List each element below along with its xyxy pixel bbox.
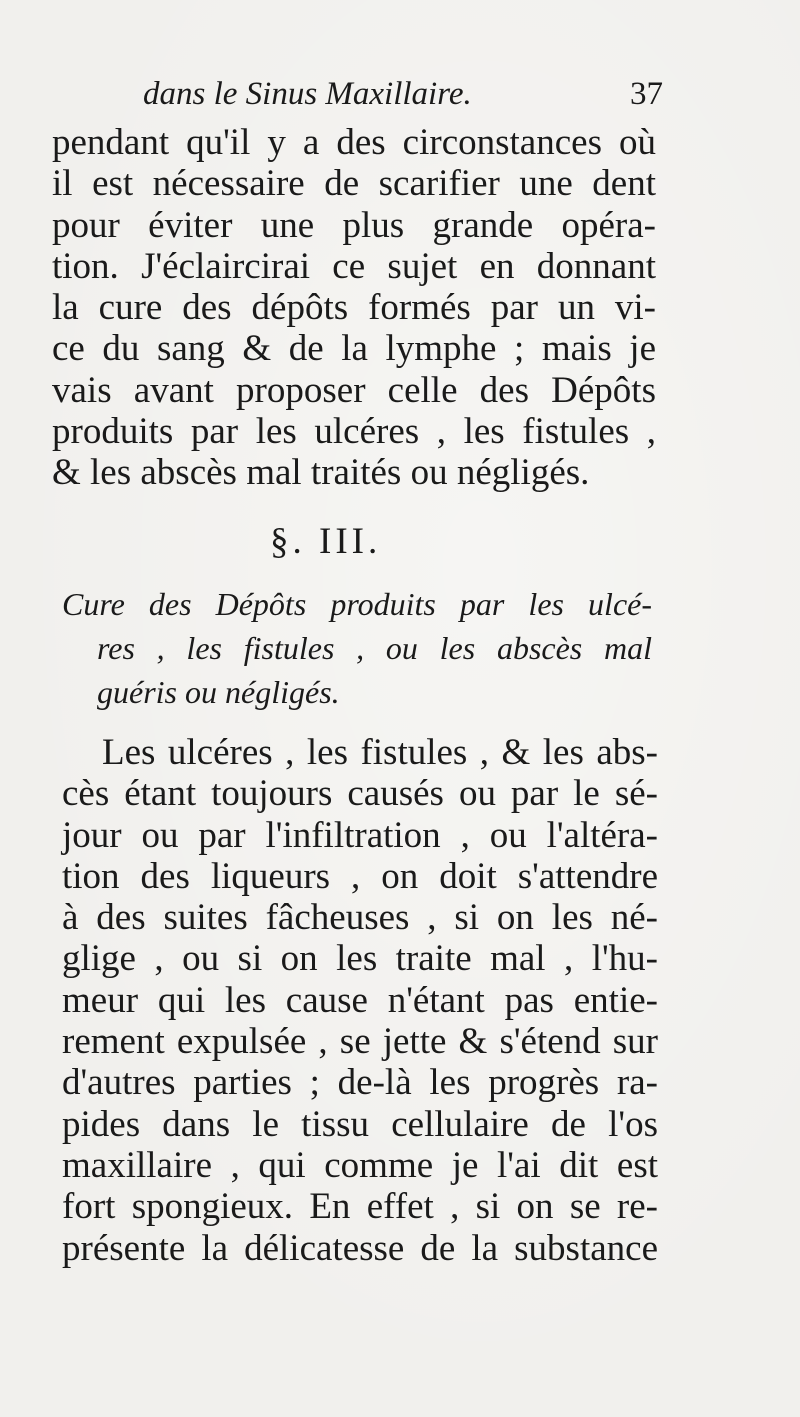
section-subtitle xyxy=(62,582,652,714)
section-heading: §. III. xyxy=(270,521,382,562)
text-line: vais avant proposer celle des Dépôts xyxy=(52,369,656,411)
page-header xyxy=(143,76,663,120)
text-line: maxillaire , qui comme je l'ai dit est xyxy=(62,1144,658,1186)
subtitle-line: res , les fistules , ou les abscès mal xyxy=(97,630,652,666)
text-line: il est nécessaire de scarifier une dent xyxy=(52,163,656,205)
text-line: produits par les ulcéres , les fistules , xyxy=(52,411,656,453)
text-line: rement expulsée , se jette & s'étend sur xyxy=(62,1021,658,1063)
paragraph-2 xyxy=(62,732,658,1269)
text-line: pides dans le tissu cellulaire de l'os xyxy=(62,1103,658,1145)
text-line: glige , ou si on les traite mal , l'hu- xyxy=(62,938,658,980)
text-line: Les ulcéres , les fistules , & les abs- xyxy=(102,732,658,773)
text-line: pour éviter une plus grande opéra- xyxy=(52,204,656,246)
text-line: à des suites fâcheuses , si on les né- xyxy=(62,897,658,939)
text-line: la cure des dépôts formés par un vi- xyxy=(52,287,656,329)
running-title: dans le Sinus Maxillaire. xyxy=(143,76,472,112)
paragraph-1 xyxy=(52,122,656,494)
text-line: cès étant toujours causés ou par le sé- xyxy=(62,773,658,815)
subtitle-line: Cure des Dépôts produits par les ulcé- xyxy=(62,586,652,622)
text-line: jour ou par l'infiltration , ou l'altéra- xyxy=(62,814,658,856)
text-line: meur qui les cause n'étant pas entie- xyxy=(62,979,658,1021)
text-line: pendant qu'il y a des circonstances où xyxy=(52,122,656,163)
text-line: d'autres parties ; de-là les progrès ra- xyxy=(62,1062,658,1104)
text-line: ce du sang & de la lymphe ; mais je xyxy=(52,328,656,370)
text-line: fort spongieux. En effet , si on se re- xyxy=(62,1186,658,1228)
text-line: & les abscès mal traités ou négligés. xyxy=(52,452,590,494)
text-line: tion. J'éclaircirai ce sujet en donnant xyxy=(52,245,656,287)
text-line: présente la délicatesse de la substance xyxy=(62,1227,658,1269)
text-line: tion des liqueurs , on doit s'attendre xyxy=(62,855,658,897)
subtitle-line: guéris ou négligés. xyxy=(97,674,340,710)
page-number: 37 xyxy=(630,76,663,112)
